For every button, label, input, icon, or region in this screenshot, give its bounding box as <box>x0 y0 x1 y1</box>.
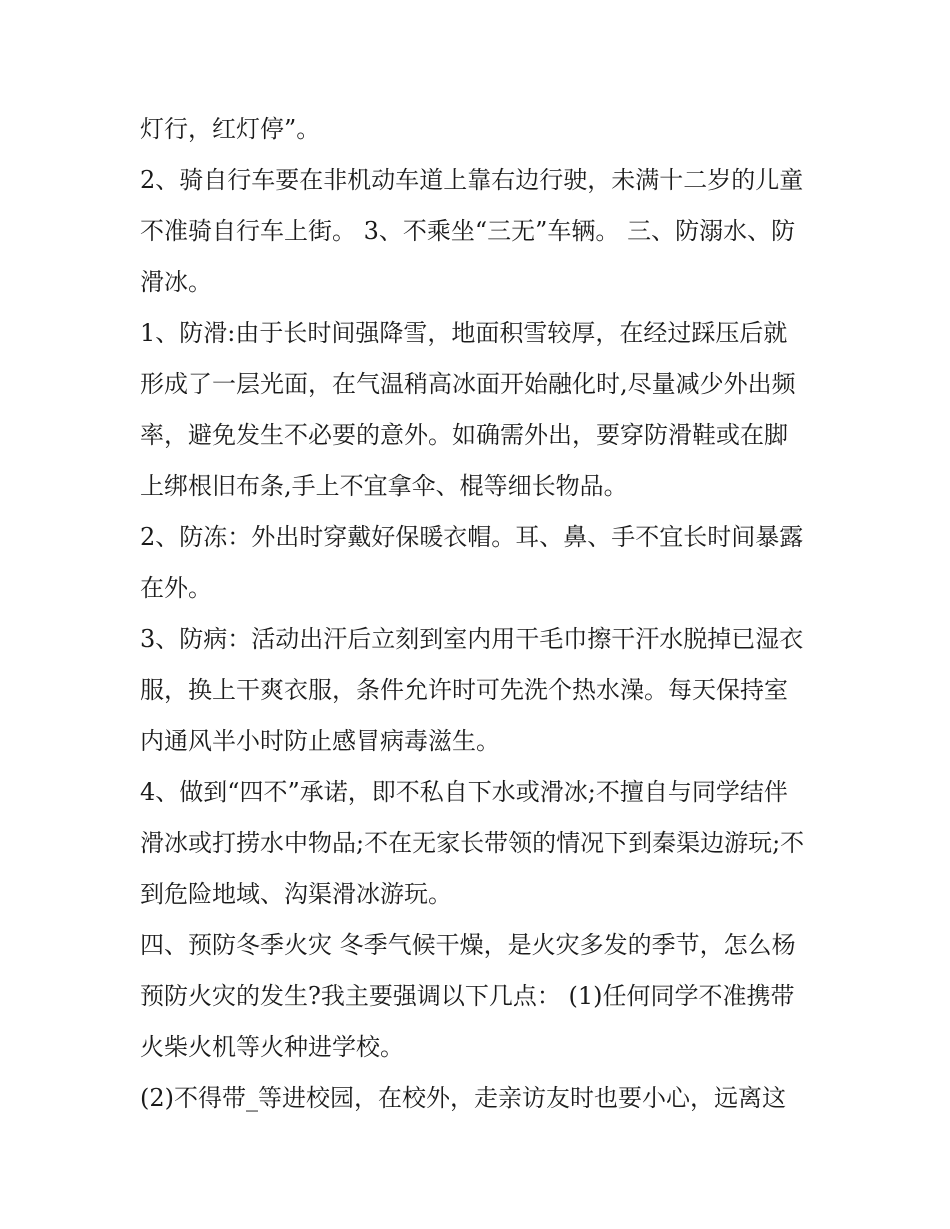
paragraph: 灯行，红灯停”。 <box>140 115 321 143</box>
paragraph: 1、防滑:由于长时间强降雪，地面积雪较厚，在经过踩压后就形成了一层光面，在气温稍高冰面开始融化时,尽量减少外出频率，避免发生不必要的意外。如确需外出，要穿防滑鞋或在脚上绑根旧布条,手上不宜拿伞、棍等细长物品。 <box>140 319 796 500</box>
paragraph: 2、骑自行车要在非机动车道上靠右边行驶，未满十二岁的儿童不准骑自行车上街。 3、不乘坐“三无”车辆。 三、防溺水、防滑冰。 <box>140 166 804 296</box>
paragraph: 4、做到“四不”承诺，即不私自下水或滑冰;不擅自与同学结伴滑冰或打捞水中物品;不在无家长带领的情况下到秦渠边游玩;不到危险地域、沟渠滑冰游玩。 <box>140 778 805 908</box>
paragraph: 四、预防冬季火灾 冬季气候干燥，是火灾多发的季节，怎么杨预防火灾的发生?我主要强调以下几点： (1)任何同学不准携带火柴火机等火种进学校。 <box>140 931 796 1061</box>
paragraph: 2、防冻：外出时穿戴好保暖衣帽。耳、鼻、手不宜长时间暴露在外。 <box>140 523 804 602</box>
paragraph: 3、防病：活动出汗后立刻到室内用干毛巾擦干汗水脱掉已湿衣服，换上干爽衣服，条件允许时可先洗个热水澡。每天保持室内通风半小时防止感冒病毒滋生。 <box>140 625 804 755</box>
document-body <box>140 104 810 1124</box>
paragraph: (2)不得带_等进校园，在校外，走亲访友时也要小心，远离这 <box>140 1084 786 1112</box>
